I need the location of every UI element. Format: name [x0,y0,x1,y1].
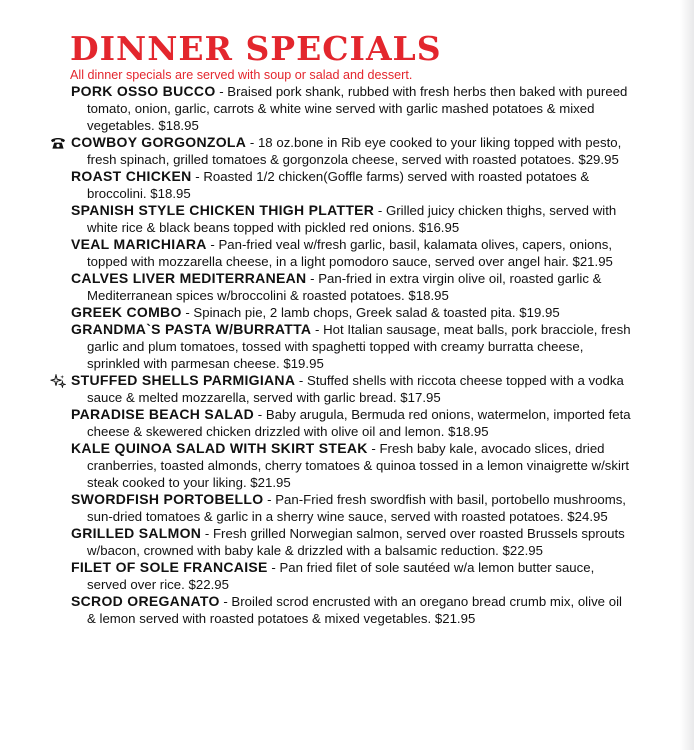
sparkle-icon [50,374,66,388]
menu-item-greek-combo [71,304,631,321]
dish-name: ROAST CHICKEN [71,168,192,184]
dish-name: SCROD OREGANATO [71,593,220,609]
dish-description: - Stuffed shells with riccota cheese topped with a vodka sauce & melted mozzarella, served with garlic bread. $17.95 [87,373,624,405]
menu-item-kale-quinoa-salad [71,440,631,491]
menu-item-veal-marichiara [71,236,631,270]
menu-item-spanish-chicken-thigh-platter [71,202,631,236]
dish-name: GRILLED SALMON [71,525,202,541]
dish-description: - 18 oz.bone in Rib eye cooked to your liking topped with pesto, fresh spinach, grilled tomatoes & gorgonzola cheese, served with roasted potatoes. $29.95 [87,135,622,167]
menu-item-filet-of-sole [71,559,631,593]
menu-item-stuffed-shells [71,372,631,406]
dish-name: CALVES LIVER MEDITERRANEAN [71,270,307,286]
dish-name: SWORDFISH PORTOBELLO [71,491,264,507]
dish-description: - Roasted 1/2 chicken(Goffle farms) served with roasted potatoes & broccolini. $18.95 [87,169,590,201]
dish-name: PORK OSSO BUCCO [71,83,216,99]
dish-name: COWBOY GORGONZOLA [71,134,247,150]
menu-item-grilled-salmon [71,525,631,559]
menu-item-grandmas-pasta [71,321,631,372]
dish-description: - Fresh grilled Norwegian salmon, served over roasted Brussels sprouts w/bacon, crowned with baby kale & drizzled with a balsamic reduction. $22.95 [87,526,625,558]
dish-name: GRANDMA`S PASTA W/BURRATTA [71,321,312,337]
dish-description: - Baby arugula, Bermuda red onions, watermelon, imported feta cheese & skewered chicken drizzled with olive oil and lemon. $18.95 [87,407,631,439]
dish-description: - Pan-Fried fresh swordfish with basil, portobello mushrooms, sun-dried tomatoes & garlic in a sherry wine sauce, served with roasted potatoes. $24.95 [87,492,626,524]
dish-description: - Braised pork shank, rubbed with fresh herbs then baked with pureed tomato, onion, garlic, carrots & white wine served with garlic mashed potatoes & mixed vegetables. $18.95 [87,84,628,133]
page-edge-shadow [680,0,694,750]
dish-description: - Spinach pie, 2 lamb chops, Greek salad & toasted pita. $19.95 [181,305,560,320]
menu-item-scrod-oreganato [71,593,631,627]
dish-name: VEAL MARICHIARA [71,236,207,252]
page-title: DINNER SPECIALS [70,29,442,68]
dish-name: KALE QUINOA SALAD WITH SKIRT STEAK [71,440,368,456]
dish-description: - Pan fried filet of sole sautéed w/a lemon butter sauce, served over rice. $22.95 [87,560,595,592]
specials-list [71,83,631,627]
dish-name: PARADISE BEACH SALAD [71,406,255,422]
menu-item-roast-chicken [71,168,631,202]
dish-description: - Pan-fried in extra virgin olive oil, roasted garlic & Mediterranean spices w/broccolini & roasted potatoes. $18.95 [87,271,602,303]
menu-item-pork-osso-bucco [71,83,631,134]
menu-item-calves-liver [71,270,631,304]
menu-item-paradise-beach-salad [71,406,631,440]
dish-description: - Fresh baby kale, avocado slices, dried cranberries, toasted almonds, cherry tomatoes & quinoa tossed in a lemon vinaigrette w/skirt steak cooked to your liking. $21.95 [87,441,630,490]
dish-name: SPANISH STYLE CHICKEN THIGH PLATTER [71,202,375,218]
dish-description: - Grilled juicy chicken thighs, served with white rice & black beans topped with pickled red onions. $16.95 [87,203,617,235]
telephone-icon [50,136,66,150]
dish-name: STUFFED SHELLS PARMIGIANA [71,372,296,388]
dish-name: GREEK COMBO [71,304,182,320]
dish-description: - Hot Italian sausage, meat balls, pork bracciole, fresh garlic and plum tomatoes, tossed with spaghetti topped with creamy burratta cheese, sprinkled with parmesan cheese. $19.95 [87,322,631,371]
dish-description: - Broiled scrod encrusted with an oregano bread crumb mix, olive oil & lemon served with roasted potatoes & mixed vegetables. $21.95 [87,594,622,626]
menu-item-cowboy-gorgonzola [71,134,631,168]
menu-subtitle: All dinner specials are served with soup or salad and dessert. [70,68,413,82]
dish-description: - Pan-fried veal w/fresh garlic, basil, kalamata olives, capers, onions, topped with mozzarella cheese, in a light pomodoro sauce, served over angel hair. $21.95 [87,237,613,269]
dish-name: FILET OF SOLE FRANCAISE [71,559,268,575]
menu-item-swordfish-portobello [71,491,631,525]
